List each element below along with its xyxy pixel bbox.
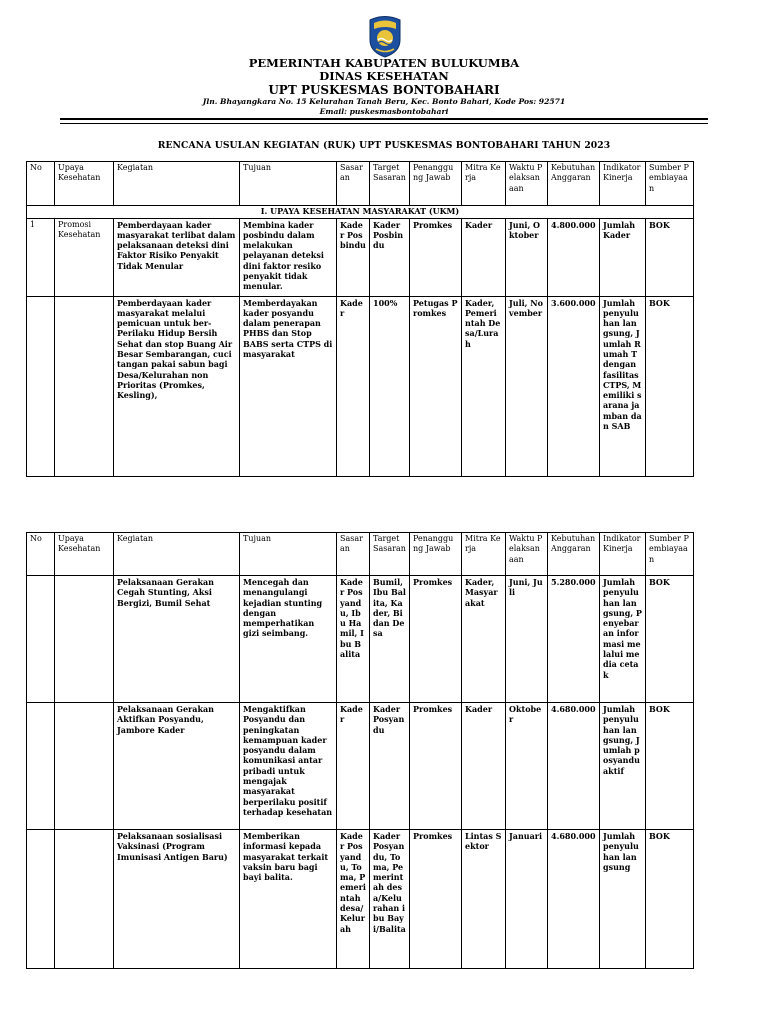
cell-mitra: Kader, Masyarakat [462,576,506,703]
cell-sumber: BOK [646,830,694,969]
cell-sumber: BOK [646,218,694,296]
cell-waktu: Oktober [506,703,548,830]
table-row [27,703,694,830]
cell-target: Bumil, Ibu Balita, Kader, Bidan Desa [370,576,410,703]
cell-waktu: Juli, November [506,296,548,476]
cell-mitra: Kader [462,703,506,830]
cell-indikator: Jumlah penyuluhan langsung [600,830,646,969]
header-upaya: Upaya Kesehatan [55,533,114,576]
cell-sasaran: Kader [337,296,370,476]
header-anggaran: Kebutuhan Anggaran [548,162,600,206]
ruk-table-page-1 [26,161,694,477]
cell-anggaran: 5.280.000 [548,576,600,703]
letterhead-divider-thick [60,118,708,120]
cell-tujuan: Membina kader posbindu dalam melakukan pelayanan deteksi dini faktor resiko penyakit tidak menular. [240,218,337,296]
header-sumber: Sumber Pembiayaan [646,533,694,576]
cell-mitra: Kader [462,218,506,296]
cell-mitra: Kader, Pemerintah Desa/Lurah [462,296,506,476]
header-pj: Penanggung Jawab [410,533,462,576]
header-upaya: Upaya Kesehatan [55,162,114,206]
header-anggaran: Kebutuhan Anggaran [548,533,600,576]
cell-no [27,830,55,969]
cell-indikator: Jumlah penyuluhan langsung, Jumlah Rumah T dengan fasilitas CTPS, Memiliki sarana jamban dan SAB [600,296,646,476]
cell-pj: Promkes [410,576,462,703]
cell-upaya: Promosi Kesehatan [55,218,114,296]
cell-target: 100% [370,296,410,476]
letterhead-divider-thin [60,123,708,124]
ruk-table-page-2 [26,532,694,969]
cell-indikator: Jumlah penyuluhan langsung, Jumlah posyandu aktif [600,703,646,830]
cell-sumber: BOK [646,703,694,830]
letterhead-agency: DINAS KESEHATAN [319,69,449,83]
table-row [27,218,694,296]
header-pj: Penanggung Jawab [410,162,462,206]
cell-sumber: BOK [646,296,694,476]
letterhead-email: Email: puskesmasbontobahari [319,107,449,116]
cell-pj: Promkes [410,830,462,969]
header-no: No [27,162,55,206]
cell-tujuan: Mengaktifkan Posyandu dan peningkatan kemampuan kader posyandu dalam komunikasi antar pribadi untuk mengajak masyarakat berperilaku positif terhadap kesehatan [240,703,337,830]
cell-no [27,296,55,476]
header-kegiatan: Kegiatan [114,162,240,206]
cell-pj: Promkes [410,703,462,830]
letterhead-government: PEMERINTAH KABUPATEN BULUKUMBA [248,56,520,70]
section-label: I. UPAYA KESEHATAN MASYARAKAT (UKM) [27,206,694,219]
cell-sasaran: Kader Posyandu, Ibu Hamil, Ibu Balita [337,576,370,703]
cell-waktu: Januari [506,830,548,969]
document-title: RENCANA USULAN KEGIATAN (RUK) UPT PUSKESMAS BONTOBAHARI TAHUN 2023 [157,140,611,151]
cell-tujuan: Mencegah dan menangulangi kejadian stunting dengan memperhatikan gizi seimbang. [240,576,337,703]
cell-target: Kader Posyandu, Toma, Pemerintah desa/Kelurahan ibu Bayi/Balita [370,830,410,969]
cell-pj: Promkes [410,218,462,296]
header-tujuan: Tujuan [240,162,337,206]
cell-target: Kader Posyandu [370,703,410,830]
cell-sasaran: Kader Posyandu, Toma, Pemerintah desa/Kelurah [337,830,370,969]
header-sumber: Sumber Pembiayaan [646,162,694,206]
header-target: Target Sasaran [370,162,410,206]
header-sasaran: Sasaran [337,533,370,576]
cell-upaya [55,830,114,969]
cell-kegiatan: Pelaksanaan sosialisasi Vaksinasi (Program Imunisasi Antigen Baru) [114,830,240,969]
cell-upaya [55,576,114,703]
cell-waktu: Juni, Oktober [506,218,548,296]
header-sasaran: Sasaran [337,162,370,206]
section-row-ukm [27,206,694,219]
cell-upaya [55,296,114,476]
header-waktu: Waktu Pelaksanaan [506,162,548,206]
cell-no [27,576,55,703]
header-indikator: Indikator Kinerja [600,162,646,206]
cell-upaya [55,703,114,830]
cell-kegiatan: Pelaksanaan Gerakan Aktifkan Posyandu, Jambore Kader [114,703,240,830]
cell-anggaran: 4.680.000 [548,830,600,969]
header-mitra: Mitra Kerja [462,162,506,206]
cell-indikator: Jumlah penyuluhan langsung, Penyebaran informasi melalui media cetak [600,576,646,703]
header-indikator: Indikator Kinerja [600,533,646,576]
cell-anggaran: 4.800.000 [548,218,600,296]
cell-target: Kader Posbindu [370,218,410,296]
cell-no [27,703,55,830]
cell-anggaran: 3.600.000 [548,296,600,476]
cell-kegiatan: Pelaksanaan Gerakan Cegah Stunting, Aksi Bergizi, Bumil Sehat [114,576,240,703]
bulukumba-crest-icon [367,14,403,58]
header-kegiatan: Kegiatan [114,533,240,576]
cell-sumber: BOK [646,576,694,703]
cell-mitra: Lintas Sektor [462,830,506,969]
header-waktu: Waktu Pelaksanaan [506,533,548,576]
cell-indikator: Jumlah Kader [600,218,646,296]
cell-tujuan: Memberikan informasi kepada masyarakat terkait vaksin baru bagi bayi balita. [240,830,337,969]
cell-kegiatan: Pemberdayaan kader masyarakat terlibat dalam pelaksanaan deteksi dini Faktor Risiko Penyakit Tidak Menular [114,218,240,296]
table-header-row [27,162,694,206]
cell-sasaran: Kader Posbindu [337,218,370,296]
table-row [27,576,694,703]
cell-anggaran: 4.680.000 [548,703,600,830]
header-target: Target Sasaran [370,533,410,576]
header-tujuan: Tujuan [240,533,337,576]
cell-tujuan: Memberdayakan kader posyandu dalam penerapan PHBS dan Stop BABS serta CTPS di masyarakat [240,296,337,476]
header-no: No [27,533,55,576]
table-row [27,830,694,969]
cell-waktu: Juni, Juli [506,576,548,703]
header-mitra: Mitra Kerja [462,533,506,576]
letterhead-address: Jln. Bhayangkara No. 15 Kelurahan Tanah Beru, Kec. Bonto Bahari, Kode Pos: 92571 [202,97,566,106]
cell-sasaran: Kader [337,703,370,830]
cell-pj: Petugas Promkes [410,296,462,476]
letterhead-unit: UPT PUSKESMAS BONTOBAHARI [268,83,500,97]
table-row [27,296,694,476]
cell-no: 1 [27,218,55,296]
table-header-row [27,533,694,576]
cell-kegiatan: Pemberdayaan kader masyarakat melalui pemicuan untuk ber-Perilaku Hidup Bersih Sehat dan stop Buang Air Besar Sembarangan, cuci tangan pakai sabun bagi Desa/Kelurahan non Prioritas (Promkes, Kesling), [114,296,240,476]
